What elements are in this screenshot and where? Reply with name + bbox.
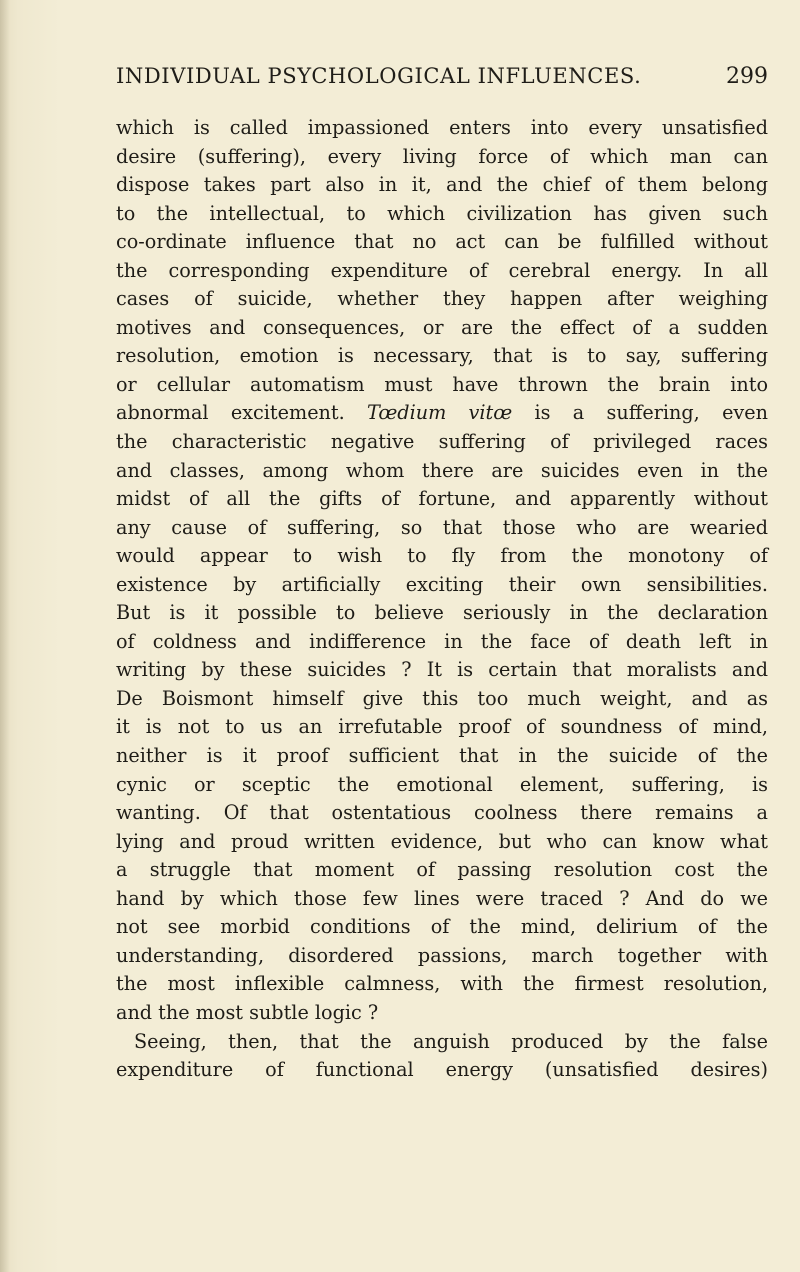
page-number: 299 [726,64,768,89]
text-line: or cellular automatism must have thrown the brain into [116,372,768,396]
text-line: But is it possible to believe seriously in the declaration [116,601,768,625]
page-gutter-shadow [0,0,10,1272]
body-text [116,114,768,1085]
running-head: INDIVIDUAL PSYCHOLOGICAL INFLUENCES. [116,64,642,88]
page-header [116,64,768,100]
text-line: a struggle that moment of passing resolution cost the [116,858,768,882]
text-line: and the most subtle logic ? [116,1000,379,1024]
text-line: the characteristic negative suffering of privileged races [116,430,768,454]
text-line: existence by artificially exciting their own sensibilities. [116,572,768,596]
text-line: desire (suffering), every living force of which man can [116,144,768,168]
text-line: De Boismont himself give this too much weight, and as [116,686,768,710]
text-line: to the intellectual, to which civilization has given such [116,201,768,225]
text-line: expenditure of functional energy (unsatisfied desires) [116,1058,768,1082]
text-line-with-italic [116,399,768,428]
text-line: not see morbid conditions of the mind, delirium of the [116,915,768,939]
text-line: motives and consequences, or are the effect of a sudden [116,315,768,339]
text-segment: is a suffering, even [534,401,768,425]
text-line: neither is it proof sufficient that in the suicide of the [116,744,768,768]
text-line: dispose takes part also in it, and the chief of them belong [116,173,768,197]
text-line: lying and proud written evidence, but who can know what [116,829,768,853]
paragraph-start-line: Seeing, then, that the anguish produced by the false [134,1029,768,1053]
text-line: the most inflexible calmness, with the firmest resolution, [116,972,768,996]
text-line: the corresponding expenditure of cerebral energy. In all [116,258,768,282]
text-line: writing by these suicides ? It is certain that moralists and [116,658,768,682]
text-line: cynic or sceptic the emotional element, suffering, is [116,772,768,796]
text-line: resolution, emotion is necessary, that is to say, suffering [116,344,768,368]
text-line: co-ordinate influence that no act can be fulfilled without [116,230,768,254]
text-line: wanting. Of that ostentatious coolness there remains a [116,801,768,825]
text-line: hand by which those few lines were traced ? And do we [116,886,768,910]
text-line: and classes, among whom there are suicides even in the [116,458,768,482]
text-line: midst of all the gifts of fortune, and apparently without [116,487,768,511]
text-line: it is not to us an irrefutable proof of soundness of mind, [116,715,768,739]
text-line: any cause of suffering, so that those who are wearied [116,515,768,539]
text-line: understanding, disordered passions, march together with [116,943,768,967]
italic-phrase: Tœdium vitœ [367,401,513,425]
text-line: would appear to wish to fly from the monotony of [116,544,768,568]
text-line: cases of suicide, whether they happen after weighing [116,287,768,311]
text-line: which is called impassioned enters into every unsatisfied [116,116,768,139]
text-line: of coldness and indifference in the face of death left in [116,629,768,653]
text-segment: abnormal excitement. [116,401,345,425]
